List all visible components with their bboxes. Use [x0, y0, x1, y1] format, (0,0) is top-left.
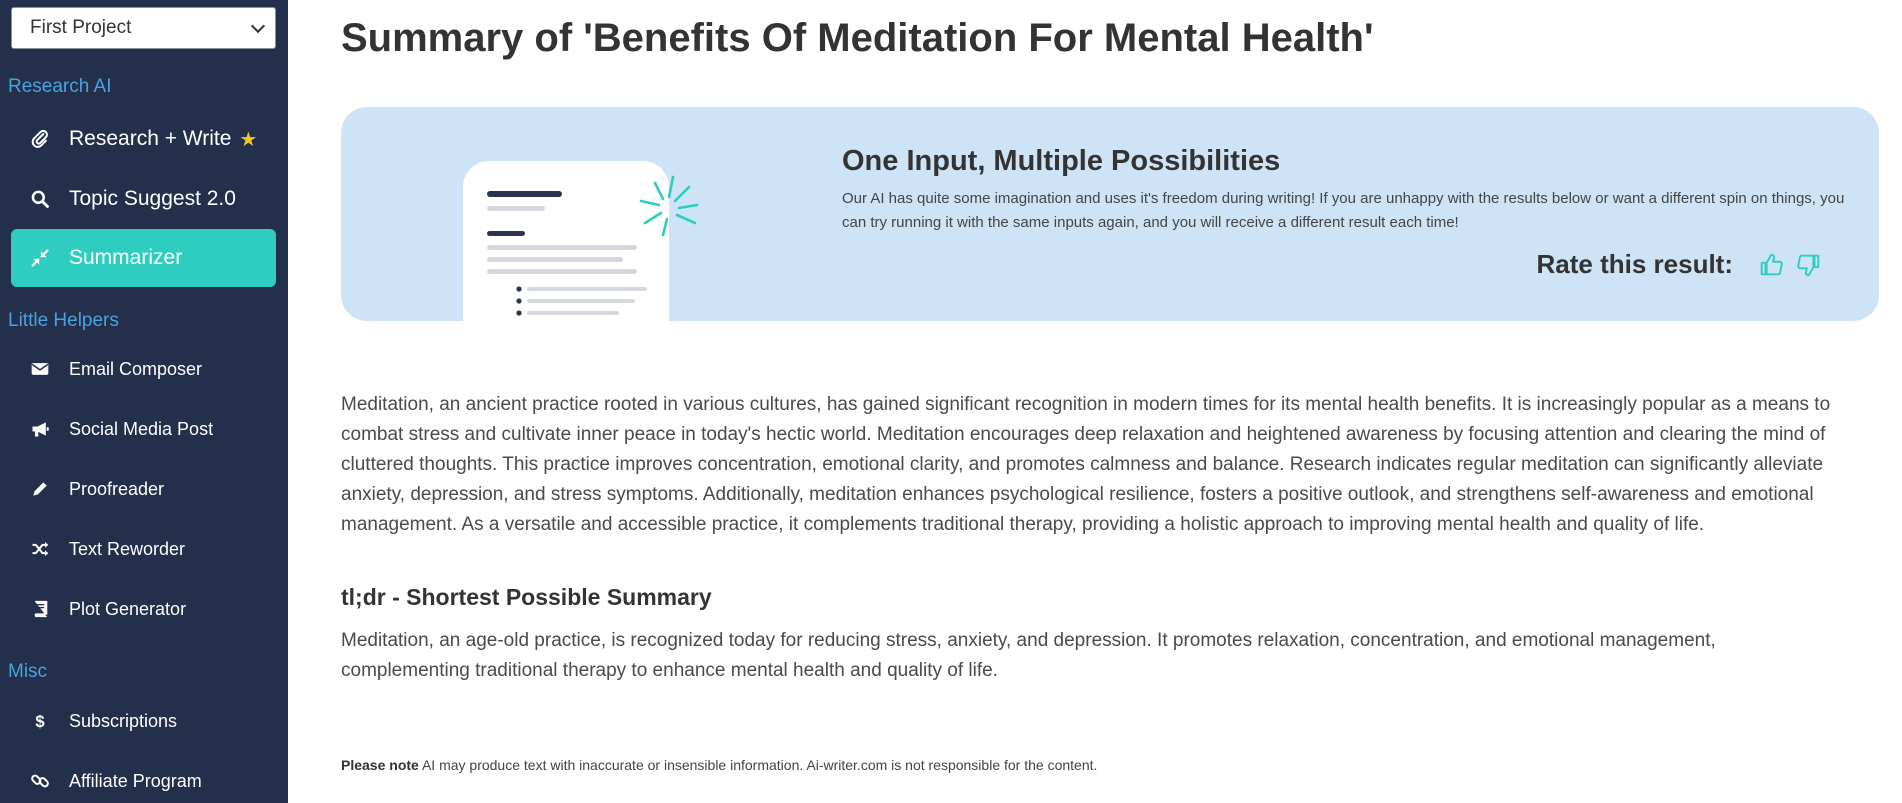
tldr-text: Meditation, an age-old practice, is recognized today for reducing stress, anxiety, and depression. It promotes relaxation, concentration, and emotional management, complementing traditional therapy to enhance mental health and quality of life.: [341, 630, 1716, 681]
paperclip-icon: [29, 128, 51, 150]
sidebar-item-label: Text Reworder: [69, 538, 186, 559]
sidebar-item-proofreader[interactable]: [11, 460, 276, 518]
rate-label: Rate this result:: [1536, 249, 1733, 279]
envelope-icon: [29, 358, 51, 380]
sidebar-item-label: Subscriptions: [69, 710, 178, 731]
sidebar-item-summarizer[interactable]: [11, 229, 276, 287]
sidebar-item-label: Affiliate Program: [69, 770, 202, 791]
tldr-heading: tl;dr - Shortest Possible Summary: [341, 584, 712, 610]
summary-text: Meditation, an ancient practice rooted in various cultures, has gained significant recognition in modern times for its mental health benefits. It is increasingly popular as a means to combat stress and cultivate inner peace in today's hectic world. Meditation encourages deep relaxation and heightened awareness by focusing attention and clearing the mind of cluttered thoughts. This practice improves concentration, emotional clarity, and promotes calmness and balance. Research indicates regular meditation can significantly alleviate anxiety, depression, and stress symptoms. Additionally, meditation enhances psychological resilience, fosters a positive outlook, and strengthens self-awareness and emotional management. As a versatile and accessible practice, it complements traditional therapy, providing a holistic approach to improving mental health and quality of life.: [341, 394, 1831, 535]
sidebar-item-text-reworder[interactable]: [11, 520, 276, 578]
section-title-little-helpers: Little Helpers: [8, 310, 119, 331]
thumbs-down-icon[interactable]: [1793, 250, 1823, 280]
sidebar-item-label: Topic Suggest 2.0: [69, 187, 236, 210]
disclaimer-note: [341, 757, 1097, 773]
main-content: [288, 0, 1902, 803]
disclaimer-label: Please note: [341, 757, 419, 773]
rate-result: [1537, 249, 1824, 280]
sparkle-icon: [631, 173, 707, 243]
sidebar-item-plot-generator[interactable]: [11, 580, 276, 638]
disclaimer-text: AI may produce text with inaccurate or insensible information. Ai-writer.com is not responsible for the content.: [421, 757, 1098, 773]
shuffle-icon: [29, 538, 51, 560]
search-icon: [29, 188, 51, 210]
book-icon: [29, 598, 51, 620]
dollar-icon: [29, 710, 51, 732]
sidebar-item-subscriptions[interactable]: [11, 692, 276, 750]
sidebar-item-label: Email Composer: [69, 358, 203, 379]
sidebar-item-label: Proofreader: [69, 478, 165, 499]
sidebar-item-research-write[interactable]: [11, 110, 276, 168]
star-icon: ★: [239, 128, 258, 151]
sidebar-item-topic-suggest[interactable]: [11, 170, 276, 228]
banner-heading: One Input, Multiple Possibilities: [842, 145, 1281, 177]
project-select[interactable]: [11, 7, 276, 49]
sidebar-item-label: Plot Generator: [69, 598, 187, 619]
sidebar-item-affiliate-program[interactable]: [11, 752, 276, 803]
sidebar: [0, 0, 288, 803]
section-title-research-ai: Research AI: [8, 76, 112, 97]
bullhorn-icon: [29, 418, 51, 440]
sidebar-item-email-composer[interactable]: [11, 340, 276, 398]
banner-text: Our AI has quite some imagination and uses it's freedom during writing! If you are unhappy with the results below or want a different spin on things, you can try running it with the same inputs again, and you will receive a different result each time!: [842, 190, 1845, 231]
info-banner: [341, 107, 1879, 321]
project-select-value: First Project: [30, 17, 132, 38]
sidebar-item-label: Social Media Post: [69, 418, 214, 439]
link-icon: [29, 770, 51, 792]
svg-text:$: $: [35, 711, 45, 731]
sidebar-item-social-media-post[interactable]: [11, 400, 276, 458]
section-title-misc: Misc: [8, 661, 48, 682]
sidebar-item-label: Summarizer: [69, 246, 183, 269]
compress-icon: [29, 247, 51, 269]
chevron-down-icon: [251, 18, 265, 32]
sidebar-item-label: Research + Write: [69, 127, 232, 150]
pencil-icon: [29, 478, 51, 500]
page-title: Summary of 'Benefits Of Meditation For Mental Health': [341, 16, 1374, 60]
thumbs-up-icon[interactable]: [1757, 250, 1787, 280]
